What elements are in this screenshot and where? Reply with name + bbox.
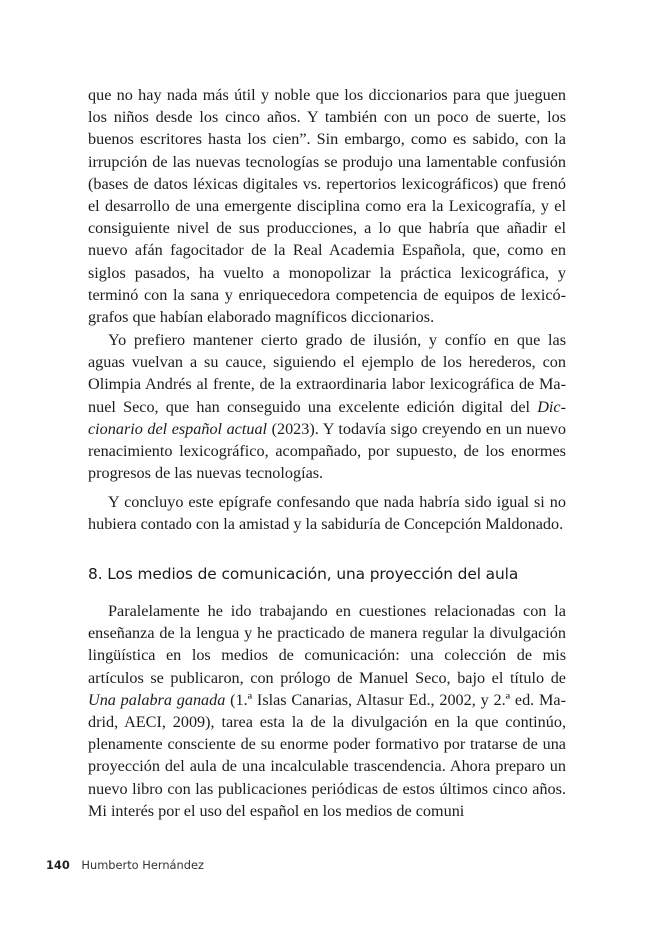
page-number: 140 <box>46 858 70 872</box>
paragraph-continuation <box>88 84 566 328</box>
paragraph-4-text-b: (1.ª Islas Canarias, Altasur Ed., 2002, y 2.ª ed. Madrid, AECI, 2009), tarea esta la de la divulgación en la que continúo, plenamente consciente de su enorme poder formativo por tratarse de una proyección del aula de una incalculable trascendencia. Ahora preparo un nuevo libro con las publicaciones periódicas de estos últimos cinco años. Mi interés por el uso del español en los medios de comuni <box>88 690 566 820</box>
paragraph-3: Y concluyo este epígrafe confesando que nada habría sido igual si no hubiera contado con la amistad y la sabiduría de Concepción Maldonado. <box>88 493 566 534</box>
page-footer <box>46 858 204 872</box>
paragraph-4 <box>88 600 566 822</box>
paragraph-block-3 <box>88 491 566 535</box>
paragraph-2 <box>88 329 566 484</box>
paragraph-block-2 <box>88 329 566 484</box>
running-author: Humberto Hernández <box>81 858 204 872</box>
paragraph-block-4 <box>88 600 566 822</box>
paragraph-2-text-a: Yo prefiero mantener cierto grado de ilusión, y confío en que las aguas vuelvan a su cauce, siguiendo el ejemplo de los herederos, con Olimpia Andrés al frente, de la extraordinaria labor lexicográfica de Manuel Seco, que han conseguido una excelente edición digital del <box>88 331 566 416</box>
book-title: Una palabra ganada <box>88 690 226 709</box>
paragraph-1: que no hay nada más útil y noble que los diccionarios para que jueguen los niños desde los cinco años. Y también con un poco de suerte, los buenos escritores hasta los cien”. Sin embargo, como es sabido, con la irrupción de las nuevas tecnologías se produjo una lamentable confusión (bases de datos léxicas digitales vs. repertorios lexicográficos) que frenó el desarrollo de una emergente disciplina como era la Lexicografía, y el consiguiente nivel de sus producciones, a lo que habría que añadir el nuevo afán fagocitador de la Real Academia Española, que, como en siglos pasados, ha vuelto a monopolizar la práctica lexicográfica, y terminó con la sana y enriquecedora competencia de equipos de lexicógrafos que habían elaborado magníficos diccionarios. <box>88 86 566 327</box>
section-heading: 8. Los medios de comunicación, una proyección del aula <box>88 565 519 583</box>
dictionary-title: Diccionario del español actual <box>88 397 566 438</box>
paragraph-2-text-b: (2023). Y todavía sigo creyendo en un nuevo renacimiento lexicográfico, acompañado, por supuesto, de los enormes progresos de las nuevas tecnologías. <box>88 419 567 483</box>
paragraph-4-text-a: Paralelamente he ido trabajando en cuestiones relacionadas con la enseñanza de la lengua y he practicado de manera regular la divulgación lingüística en los medios de comunicación: una colección de mis artículos se publicaron, con prólogo de Manuel Seco, bajo el título de <box>88 602 566 687</box>
